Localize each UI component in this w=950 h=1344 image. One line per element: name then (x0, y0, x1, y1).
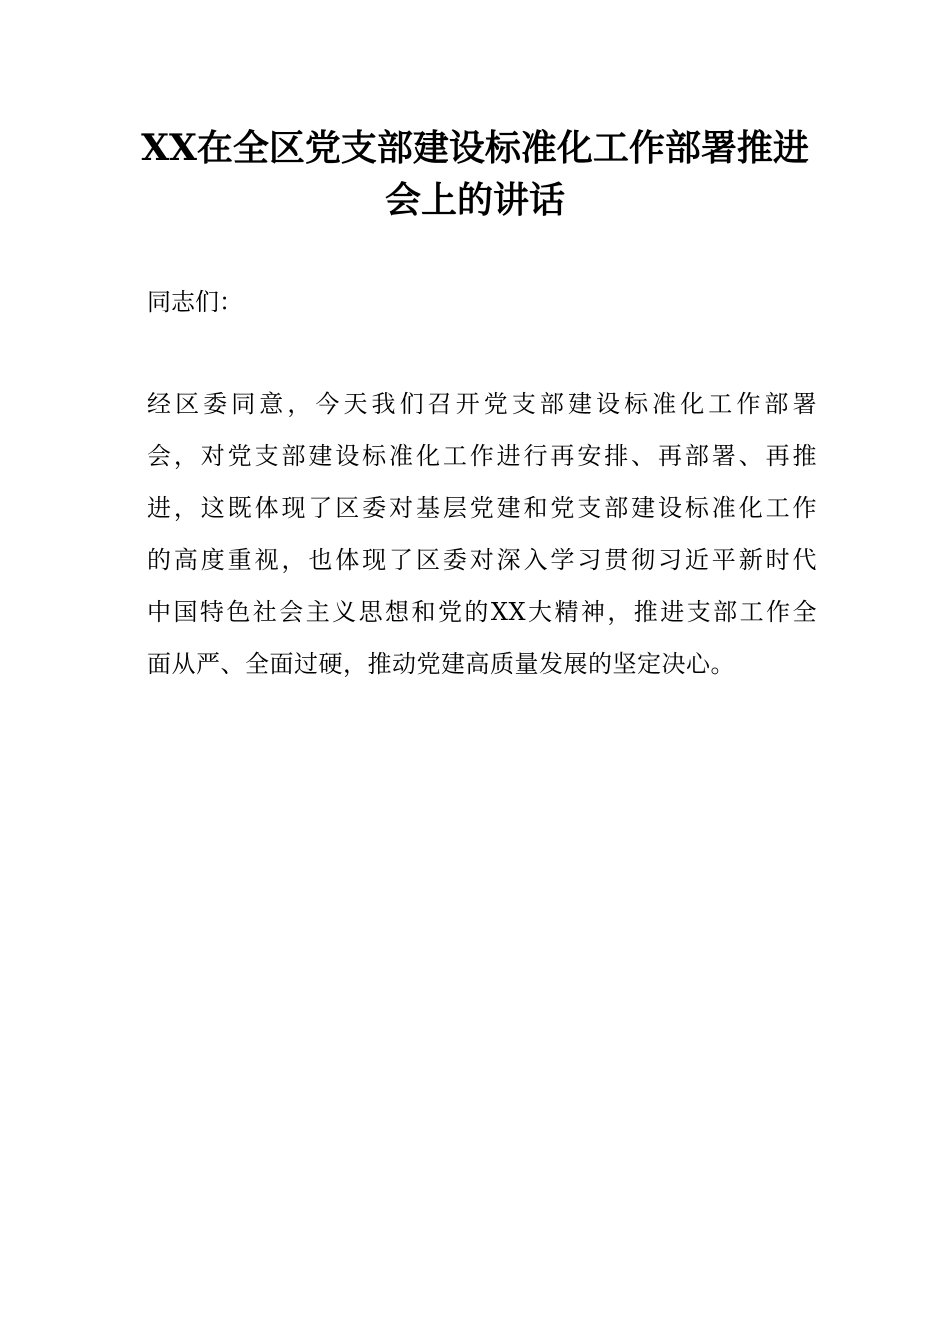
salutation: 同志们： (147, 288, 243, 316)
body-line-2: 会，对党支部建设标准化工作进行再安排、再部署、再推 (147, 442, 817, 470)
body-line-5: 中国特色社会主义思想和党的XX大精神，推进支部工作全 (147, 598, 817, 626)
body-line-3: 进，这既体现了区委对基层党建和党支部建设标准化工作 (147, 494, 817, 522)
title-line-1: XX在全区党支部建设标准化工作部署推进 (141, 127, 809, 169)
body-line-1: 经区委同意，今天我们召开党支部建设标准化工作部署 (147, 390, 817, 418)
title-line-2: 会上的讲话 (384, 179, 565, 221)
body-paragraph (147, 378, 817, 690)
body-line-4: 的高度重视，也体现了区委对深入学习贯彻习近平新时代 (147, 546, 817, 574)
body-line-6: 面从严、全面过硬，推动党建高质量发展的坚定决心。 (147, 650, 735, 678)
document-title (120, 122, 830, 226)
